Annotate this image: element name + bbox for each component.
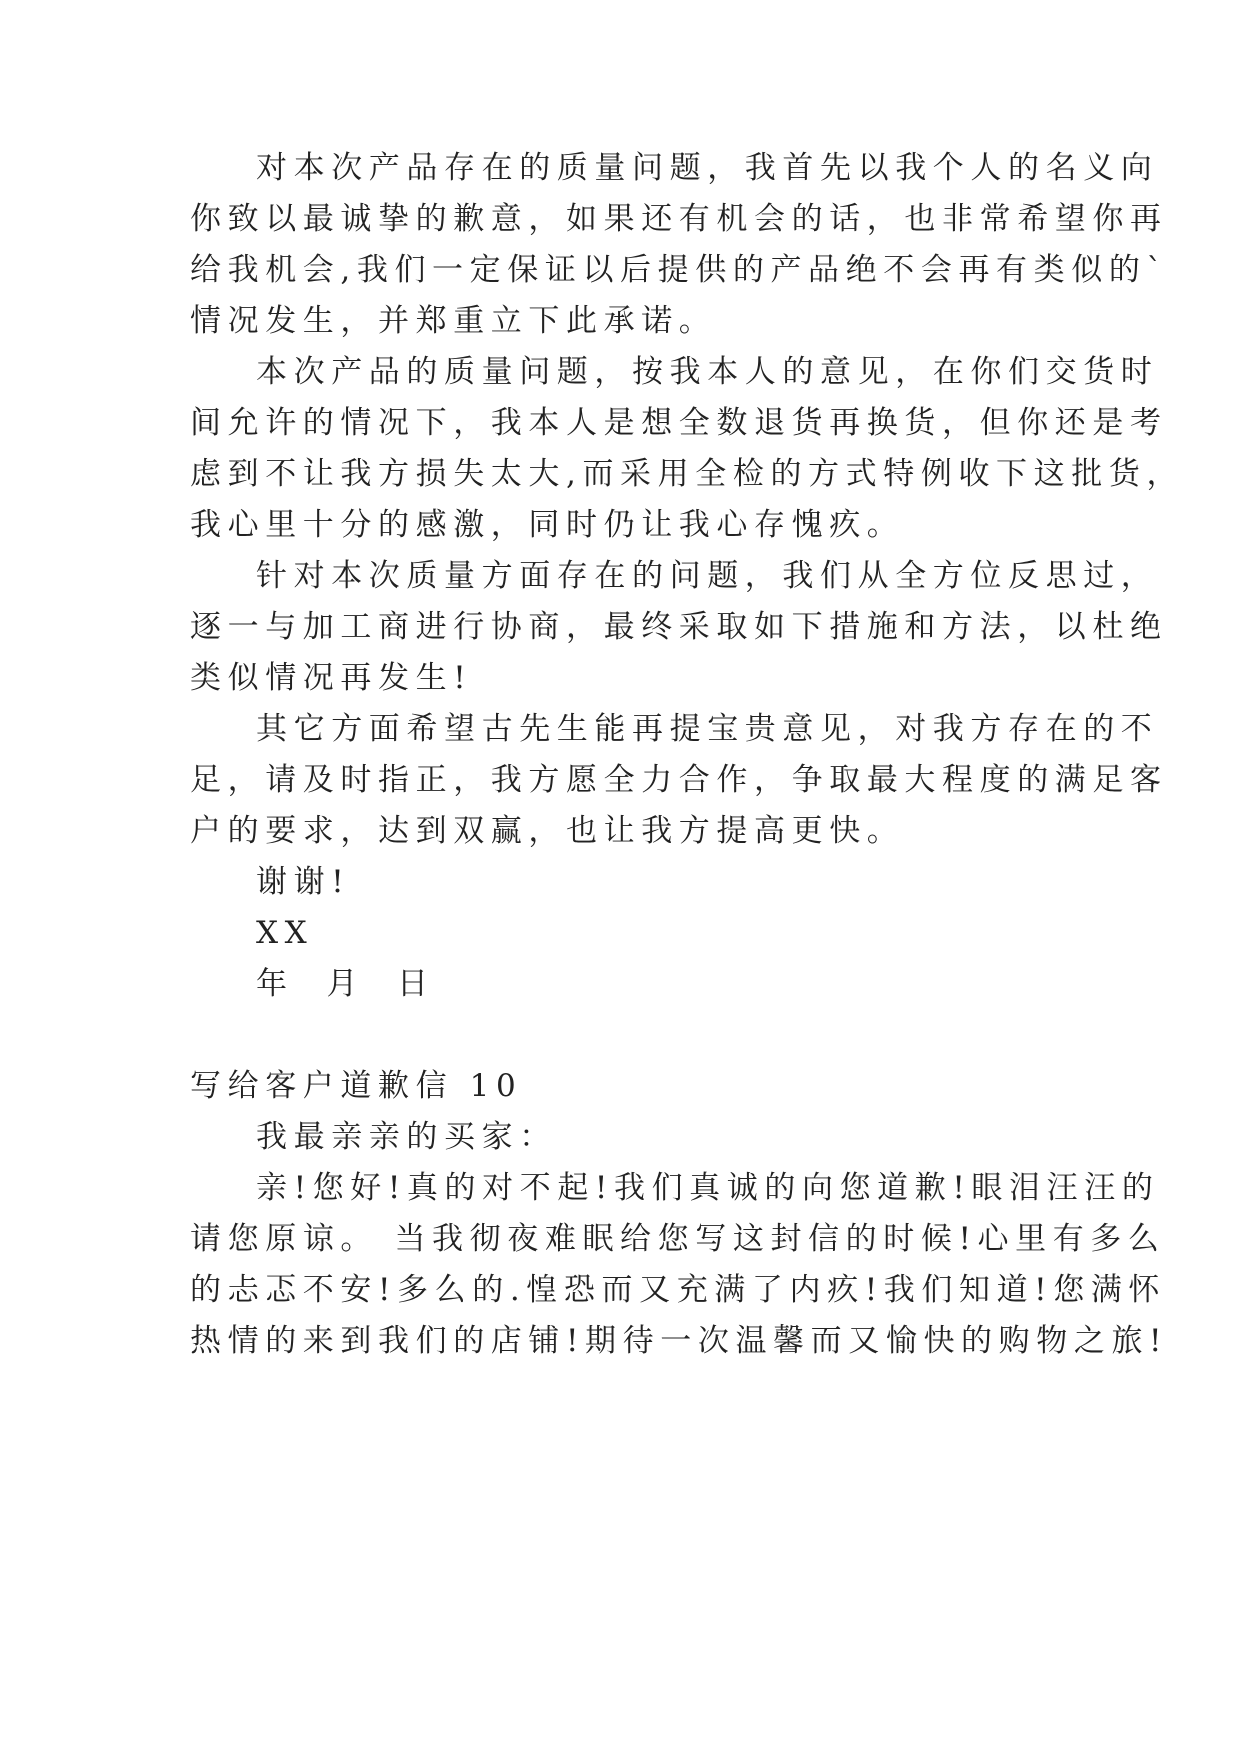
salutation: 我最亲亲的买家： (256, 1119, 557, 1155)
paragraph-line: 你致以最诚挚的歉意，如果还有机会的话，也非常希望你再 (190, 201, 1168, 237)
paragraph-line: 针对本次质量方面存在的问题，我们从全方位反思过， (256, 558, 1159, 594)
section-heading: 写给客户道歉信 10 (190, 1068, 523, 1104)
signature: XX (256, 915, 314, 951)
paragraph-line: 对本次产品存在的质量问题，我首先以我个人的名义向 (256, 150, 1159, 186)
paragraph-line: 其它方面希望古先生能再提宝贵意见，对我方存在的不 (256, 711, 1159, 747)
paragraph-line: 足，请及时指正，我方愿全力合作，争取最大程度的满足客 (190, 762, 1168, 798)
paragraph-line: 热情的来到我们的店铺!期待一次温馨而又愉快的购物之旅! (190, 1323, 1169, 1359)
paragraph-line: 户的要求，达到双赢，也让我方提高更快。 (190, 813, 905, 849)
closing-thanks: 谢谢! (256, 864, 351, 900)
date-line: 年 月 日 (256, 966, 435, 1002)
paragraph-line: 亲!您好!真的对不起!我们真诚的向您道歉!眼泪汪汪的 (256, 1170, 1160, 1206)
paragraph-line: 的忐忑不安!多么的.惶恐而又充满了内疚!我们知道!您满怀 (190, 1272, 1167, 1308)
paragraph-line: 我心里十分的感激，同时仍让我心存愧疚。 (190, 507, 905, 543)
paragraph-line: 本次产品的质量问题，按我本人的意见，在你们交货时 (256, 354, 1159, 390)
paragraph-line: 逐一与加工商进行协商，最终采取如下措施和方法，以杜绝 (190, 609, 1168, 645)
paragraph-line: 请您原谅。 当我彻夜难眠给您写这封信的时候!心里有多么 (190, 1221, 1166, 1257)
paragraph-line: 虑到不让我方损失太大,而采用全检的方式特例收下这批货， (190, 456, 1185, 492)
paragraph-line: 给我机会,我们一定保证以后提供的产品绝不会再有类似的` (190, 252, 1169, 288)
paragraph-line: 间允许的情况下，我本人是想全数退货再换货，但你还是考 (190, 405, 1168, 441)
paragraph-line: 情况发生，并郑重立下此承诺。 (190, 303, 717, 339)
paragraph-line: 类似情况再发生! (190, 660, 473, 696)
